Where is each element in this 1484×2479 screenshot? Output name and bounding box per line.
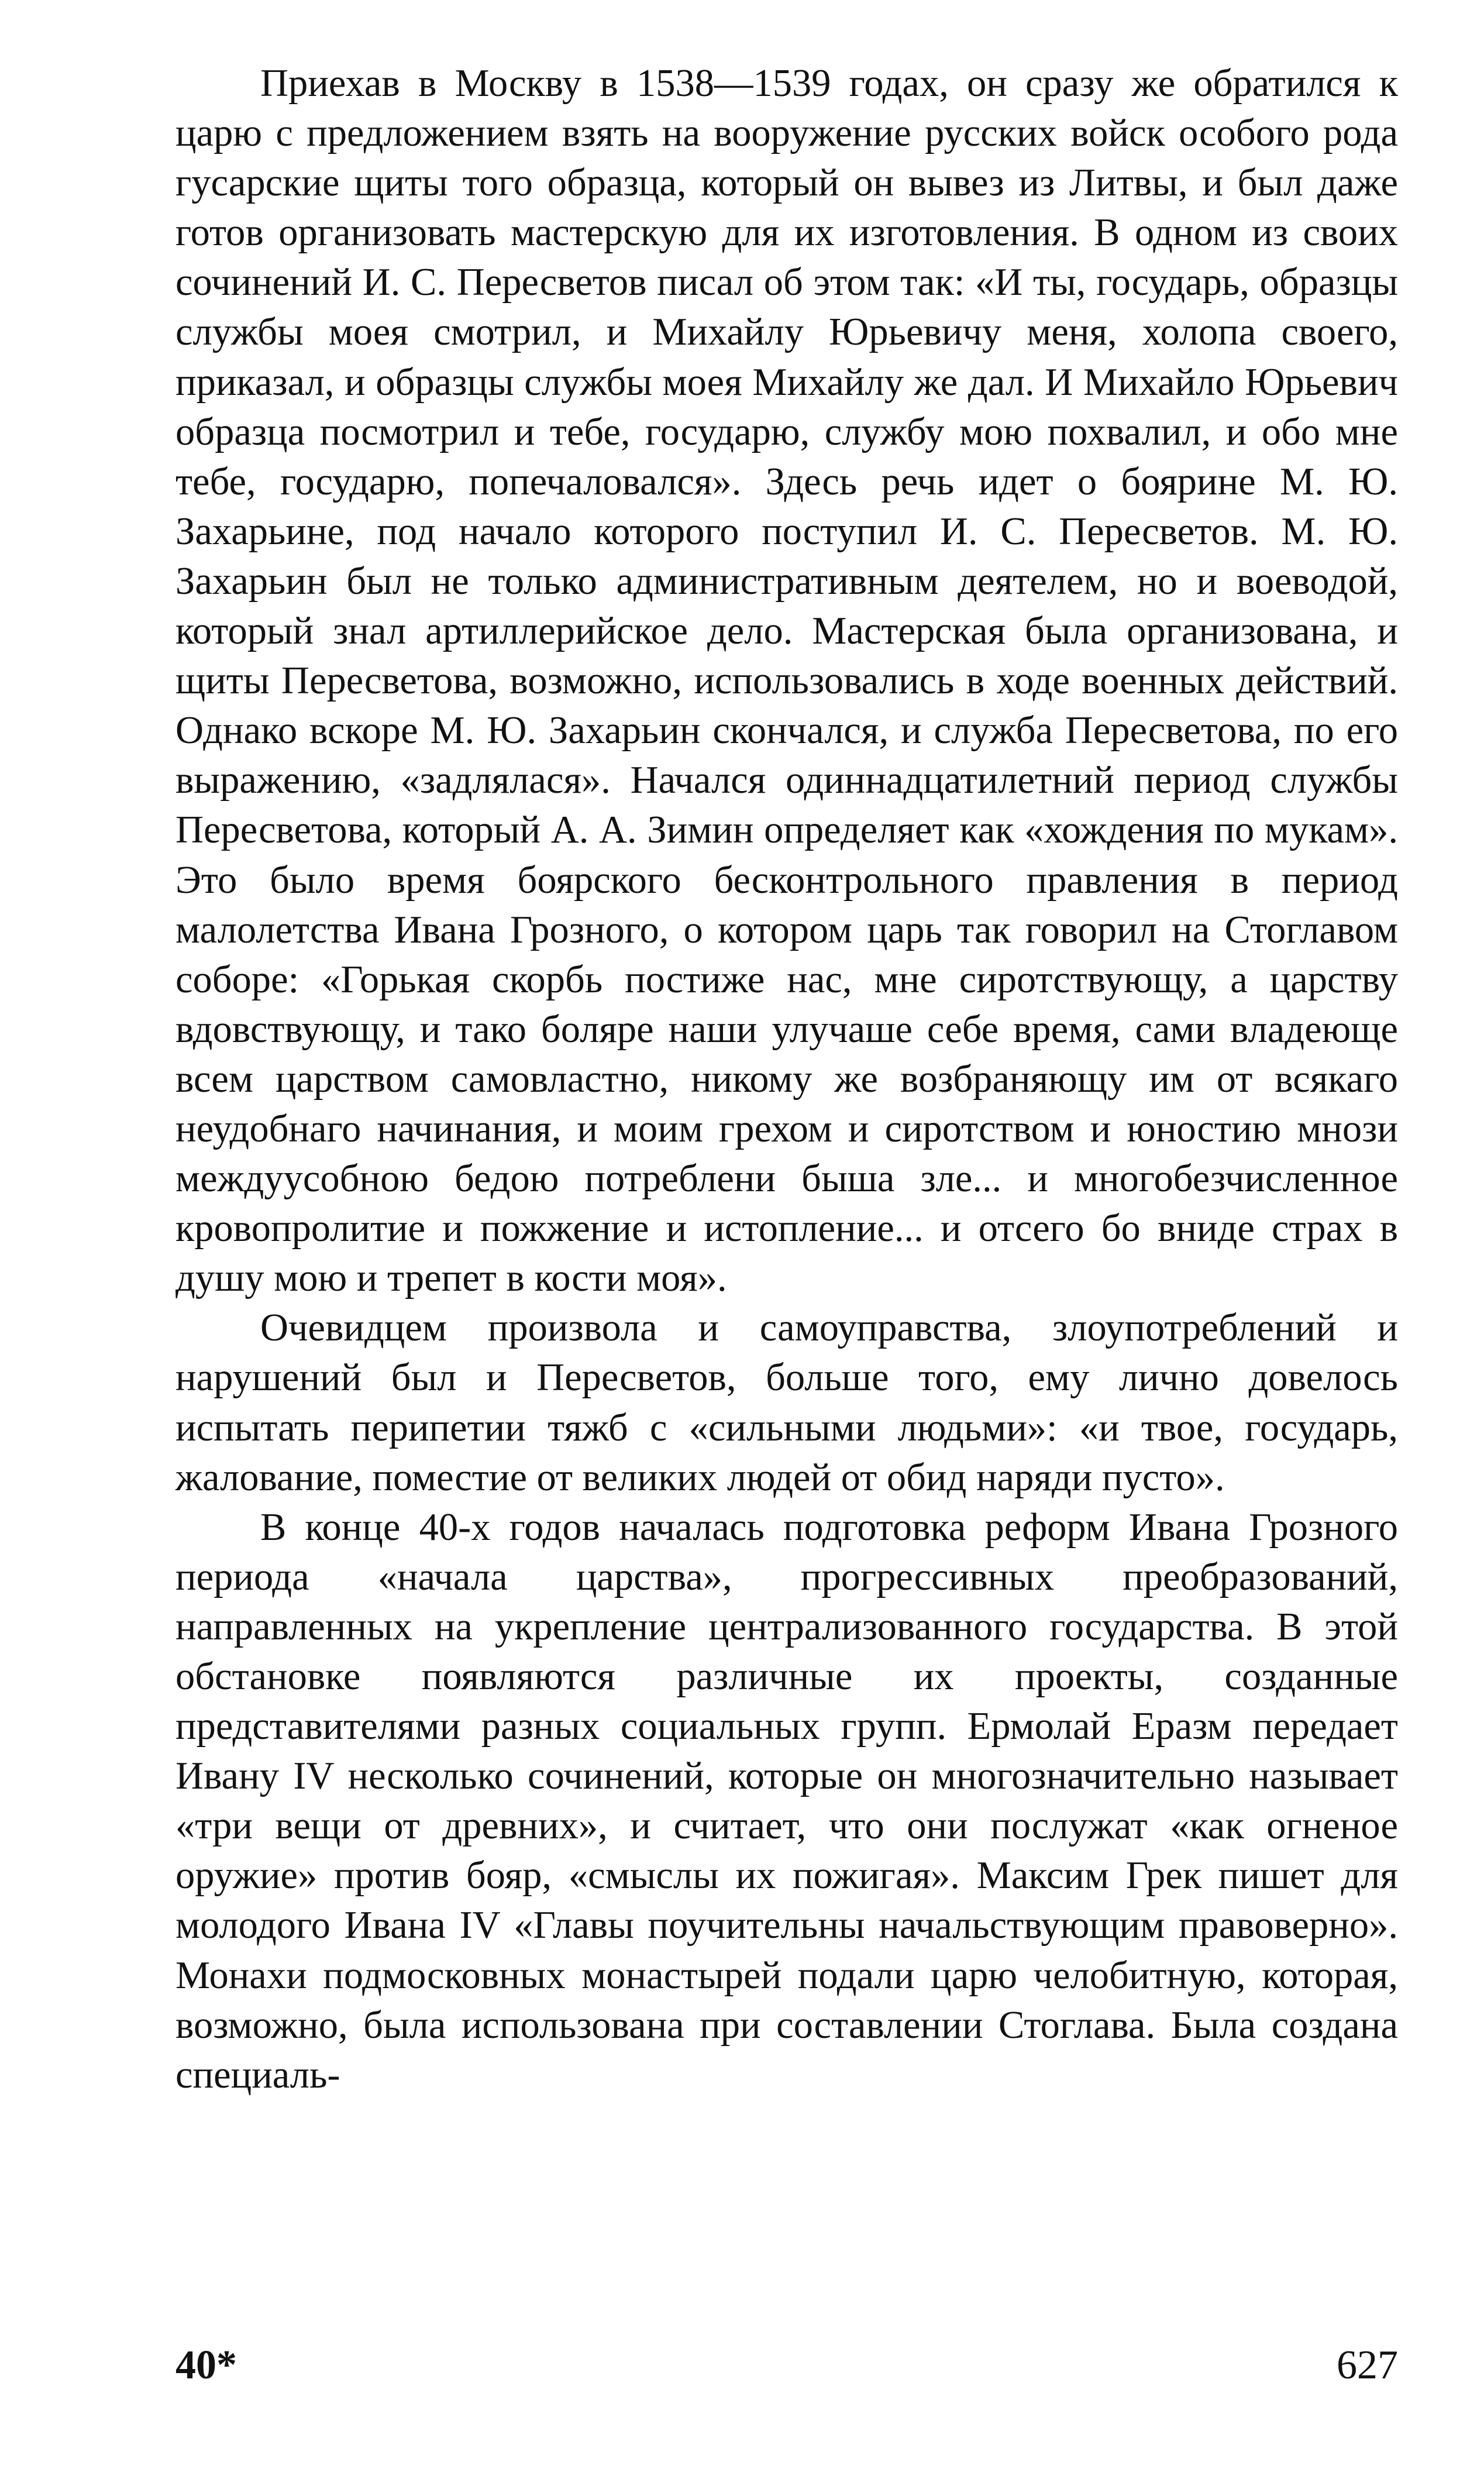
page-number: 627 (1337, 2343, 1398, 2388)
body-text (175, 59, 1398, 2100)
signature-mark: 40* (175, 2343, 237, 2388)
paragraph-2: Очевидцем произвола и самоуправства, злоупотреблений и нарушений был и Пересветов, больше того, ему лично довелось испытать перипетии тяжб с «сильными людьми»: «и твое, государь, жалование, поместие от великих людей от обид наряди пусто». (175, 1306, 1398, 1499)
paragraph-1: Приехав в Москву в 1538—1539 годах, он сразу же обратился к царю с предложением взять на вооружение русских войск особого рода гусарские щиты того образца, который он вывез из Литвы, и был даже готов организовать мастерскую для их изготовления. В одном из своих сочинений И. С. Пересветов писал об этом так: «И ты, государь, образцы службы моея смотрил, и Михайлу Юрьевичу меня, холопа своего, приказал, и образцы службы моея Михайлу же дал. И Михайло Юрьевич образца посмотрил и тебе, государю, службу мою похвалил, и обо мне тебе, государю, попечаловался». Здесь речь идет о боярине М. Ю. Захарьине, под начало которого поступил И. С. Пересветов. М. Ю. Захарьин был не только административным деятелем, но и воеводой, который знал артиллерийское дело. Мастерская была организована, и щиты Пересветова, возможно, использовались в ходе военных действий. Однако вскоре М. Ю. Захарьин скончался, и служба Пересветова, по его выражению, «задлялася». Начался одиннадцатилетний период службы Пересветова, который А. А. Зимин определяет как «хождения по мукам». Это было время боярского бесконтрольного правления в период малолетства Ивана Грозного, о котором царь так говорил на Стоглавом соборе: «Горькая скорбь постиже нас, мне сиротствующу, а царству вдовствующу, и тако боляре наши улучаше себе время, сами владеюще всем царством самовластно, никому же возбраняющу им от всякаго неудобнаго начинания, и моим грехом и сиротством и юностию мнози междуусобною бедою потреблени быша зле... и многобезчисленное кровопролитие и пожжение и истопление... и отсего бо вниде страх в душу мою и трепет в кости моя». (175, 62, 1398, 1300)
paragraph-3: В конце 40-х годов началась подготовка реформ Ивана Грозного периода «начала царства», прогрессивных преобразований, направленных на укрепление централизованного государства. В этой обстановке появляются различные их проекты, созданные представителями разных социальных групп. Ермолай Еразм передает Ивану IV несколько сочинений, которые он многозначительно называет «три вещи от древних», и считает, что они послужат «как огненое оружие» против бояр, «смыслы их пожигая». Максим Грек пишет для молодого Ивана IV «Главы поучительны начальствующим правоверно». Монахи подмосковных монастырей подали царю челобитную, которая, возможно, была использована при составлении Стоглава. Была создана специаль- (175, 1505, 1398, 2096)
